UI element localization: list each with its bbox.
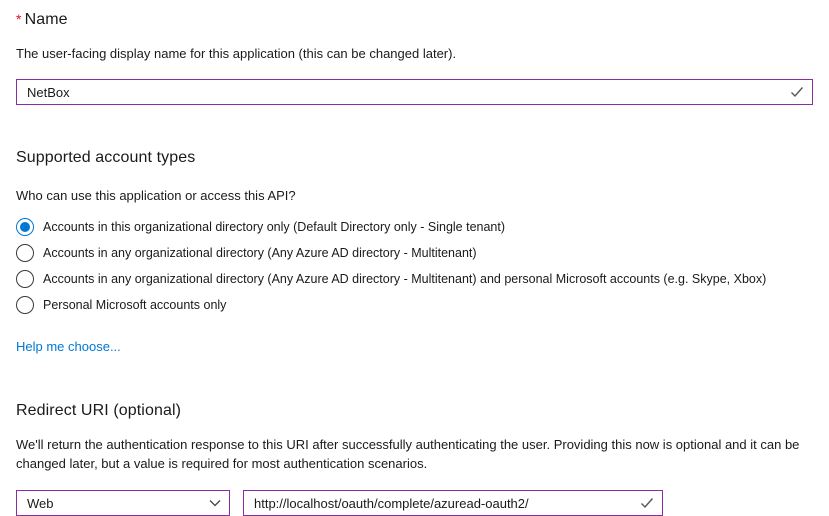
radio-button-icon [16, 218, 34, 236]
radio-option-single-tenant[interactable] [16, 214, 813, 240]
radio-button-icon [16, 270, 34, 288]
account-types-title: Supported account types [16, 149, 196, 166]
account-type-radio-group [16, 214, 813, 318]
valid-check-icon [640, 496, 654, 510]
redirect-uri-input[interactable] [244, 491, 662, 515]
radio-button-icon [16, 296, 34, 314]
redirect-uri-description: We'll return the authentication response to this URI after successfully authenticating the user. Providing this now is optional and it can be changed later, but a value is required for most authentication scenarios. [16, 437, 800, 471]
redirect-uri-row [16, 490, 813, 516]
radio-option-label: Accounts in any organizational directory (Any Azure AD directory - Multitenant) and personal Microsoft accounts (e.g. Skype, Xbox) [43, 272, 767, 286]
name-input-wrapper [16, 79, 813, 105]
chevron-down-icon [209, 499, 221, 507]
redirect-uri-input-wrapper [243, 490, 663, 516]
platform-select-value: Web [27, 495, 54, 511]
name-description: The user-facing display name for this application (this can be changed later). [16, 46, 457, 61]
account-types-section [16, 149, 813, 356]
radio-option-multitenant-personal[interactable] [16, 266, 813, 292]
radio-button-icon [16, 244, 34, 262]
radio-option-label: Accounts in any organizational directory (Any Azure AD directory - Multitenant) [43, 246, 477, 260]
platform-select[interactable] [16, 490, 230, 516]
name-section-title [16, 11, 813, 29]
name-section [16, 11, 813, 105]
radio-option-multitenant[interactable] [16, 240, 813, 266]
redirect-uri-section [16, 402, 813, 516]
name-input[interactable] [17, 80, 812, 104]
name-title-text: Name [24, 11, 68, 28]
radio-option-label: Personal Microsoft accounts only [43, 298, 227, 312]
account-types-question: Who can use this application or access this API? [16, 188, 296, 203]
radio-option-label: Accounts in this organizational directory only (Default Directory only - Single tenant) [43, 220, 506, 234]
required-asterisk: * [16, 11, 22, 27]
valid-check-icon [790, 85, 804, 99]
redirect-uri-title: Redirect URI (optional) [16, 402, 182, 419]
help-me-choose-link[interactable]: Help me choose... [16, 339, 121, 354]
radio-option-personal-only[interactable] [16, 292, 813, 318]
